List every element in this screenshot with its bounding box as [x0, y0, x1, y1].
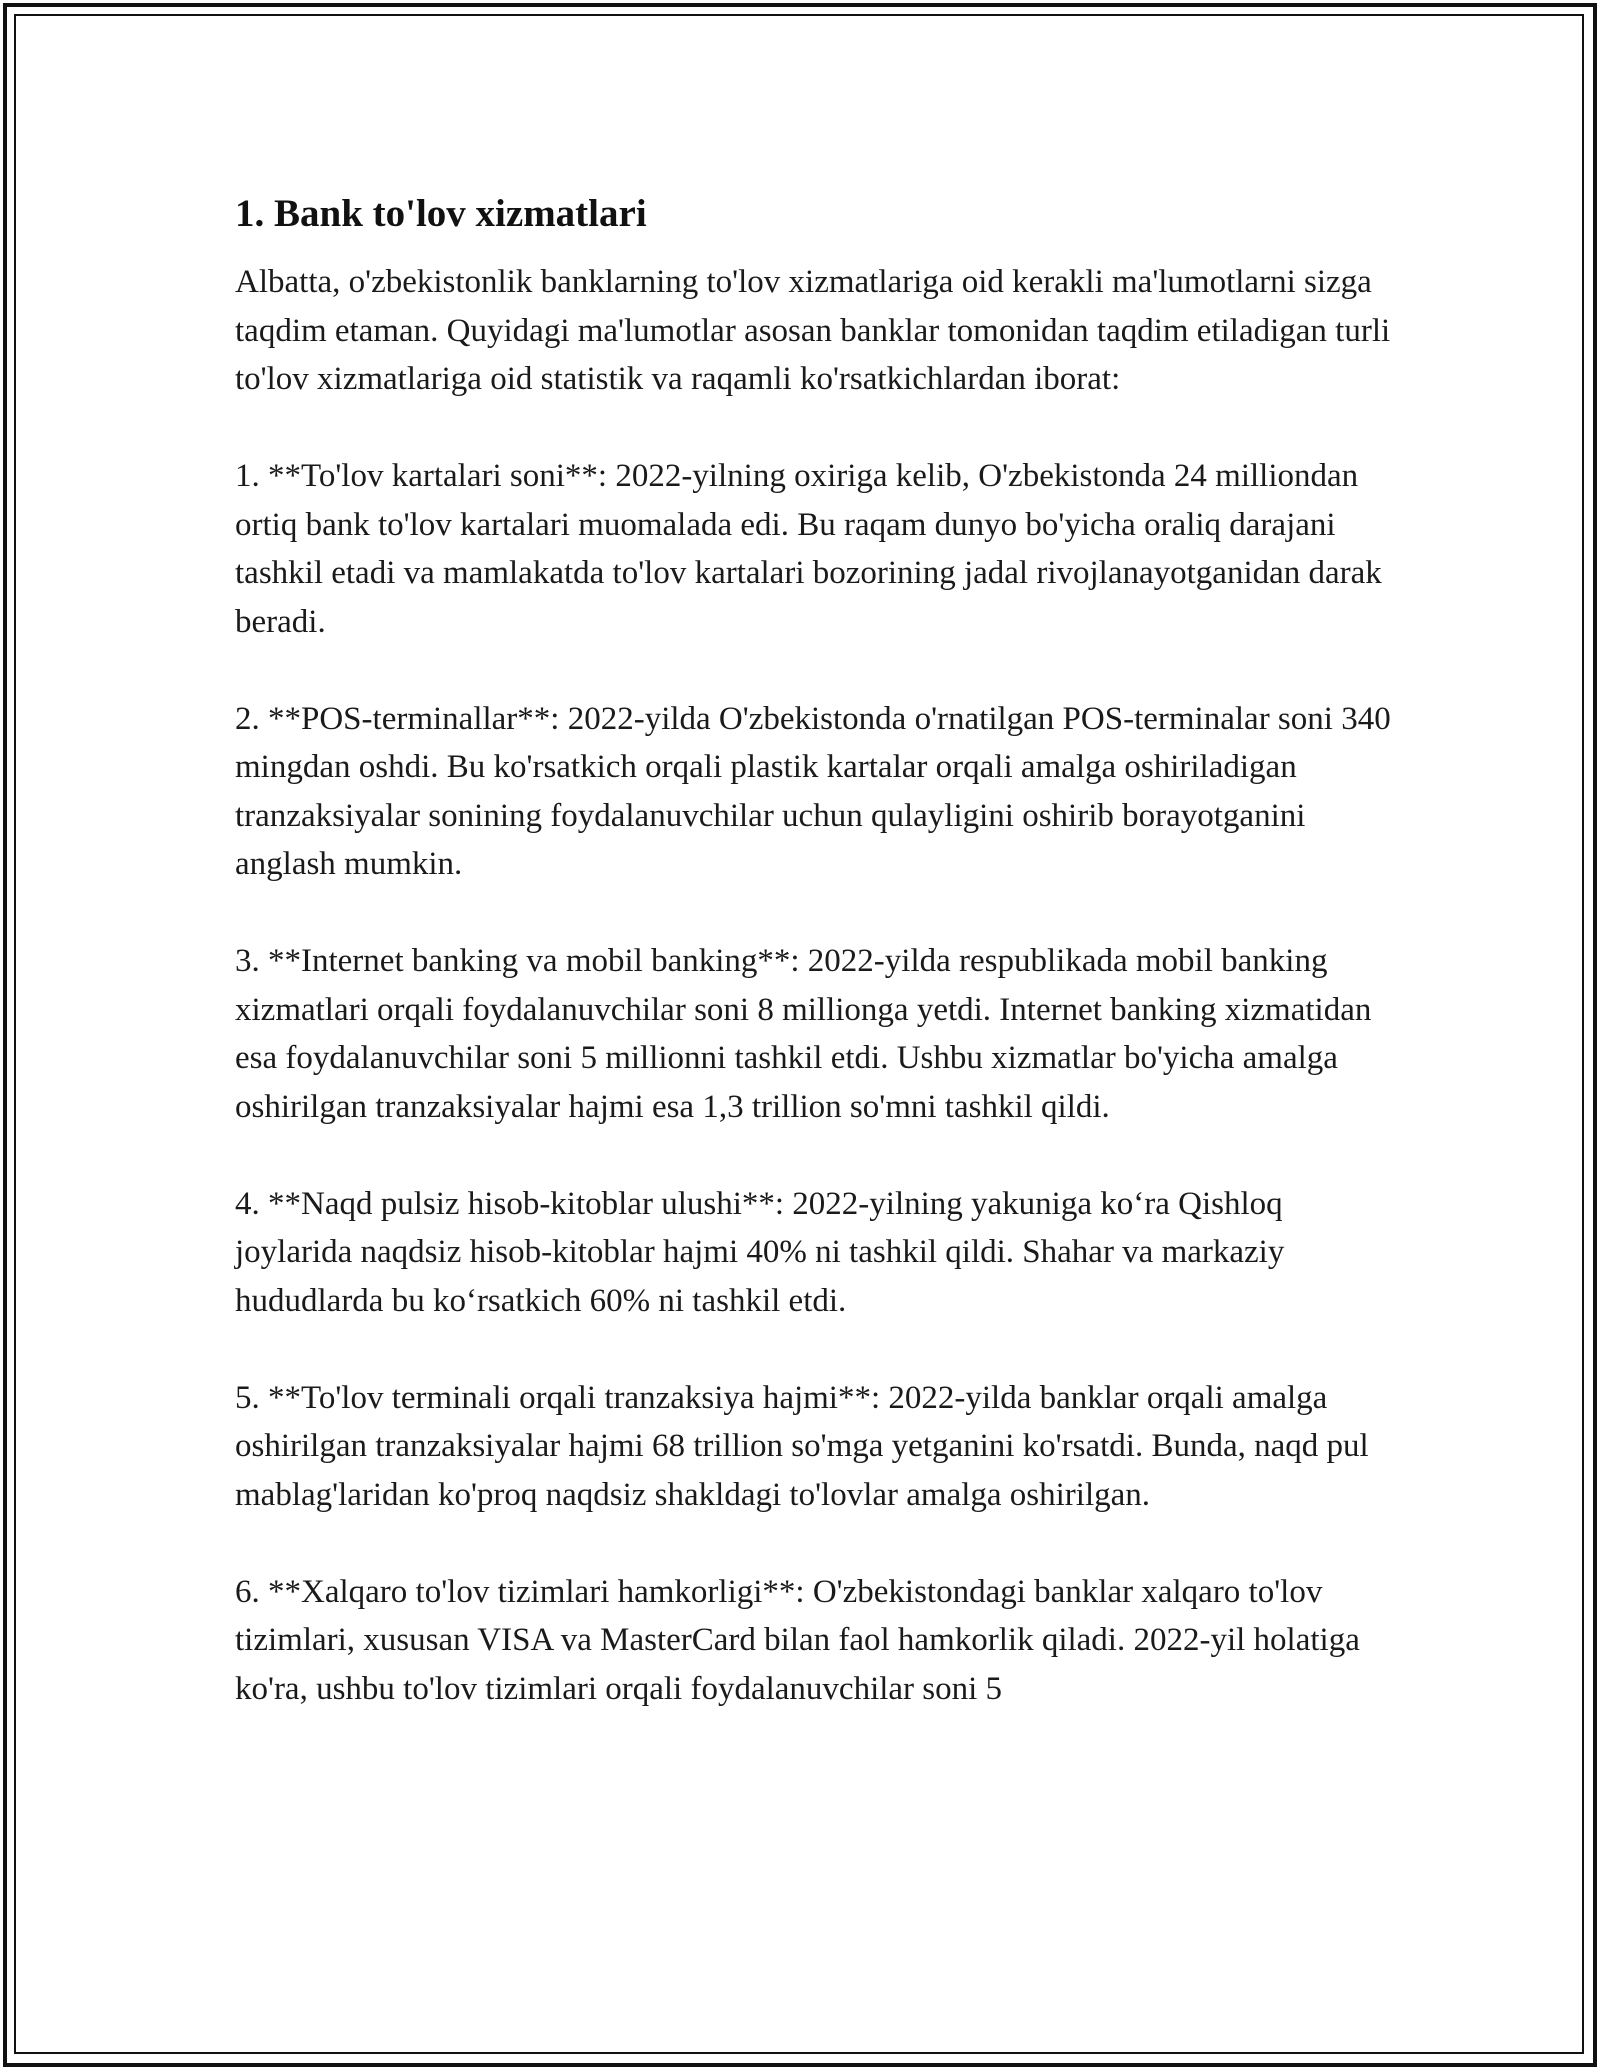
- intro-paragraph: Albatta, o'zbekistonlik banklarning to'lov xizmatlariga oid kerakli ma'lumotlarni sizga taqdim etaman. Quyidagi ma'lumotlar asosan banklar tomonidan taqdim etiladigan turli to'lov xizmatlariga oid statistik va raqamli ko'rsatkichlardan iborat:: [235, 264, 1391, 397]
- document-title: 1. Bank to'lov xizmatlari: [235, 192, 647, 235]
- item-internet-mobile-banking: 3. **Internet banking va mobil banking**: 2022-yilda respublikada mobil banking xizmatlari orqali foydalanuvchilar soni 8 millionga yetdi. Internet banking xizmatidan esa foydalanuvchilar soni 5 millionni tashkil etdi. Ushbu xizmatlar bo'yicha amalga oshirilgan tranzaksiyalar hajmi esa 1,3 trillion so'mni tashkil qildi.: [235, 943, 1372, 1125]
- item-international-payment-systems: 6. **Xalqaro to'lov tizimlari hamkorligi**: O'zbekistondagi banklar xalqaro to'lov tizimlari, xususan VISA va MasterCard bilan faol hamkorlik qiladi. 2022-yil holatiga ko'ra, ushbu to'lov tizimlari orqali foydalanuvchilar soni 5: [235, 1573, 1360, 1707]
- item-payment-cards: 1. **To'lov kartalari soni**: 2022-yilning oxiriga kelib, O'zbekistonda 24 milliondan ortiq bank to'lov kartalari muomalada edi. Bu raqam dunyo bo'yicha oraliq darajani tashkil etadi va mamlakatda to'lov kartalari bozorining jadal rivojlanayotganidan darak beradi.: [235, 458, 1382, 640]
- item-cashless-share: 4. **Naqd pulsiz hisob-kitoblar ulushi**: 2022-yilning yakuniga ko‘ra Qishloq joylarida naqdsiz hisob-kitoblar hajmi 40% ni tashkil qildi. Shahar va markaziy hududlarda bu ko‘rsatkich 60% ni tashkil etdi.: [235, 1185, 1285, 1319]
- document-body: [235, 186, 1395, 1762]
- item-pos-terminals: 2. **POS-terminallar**: 2022-yilda O'zbekistonda o'rnatilgan POS-terminalar soni 340 mingdan oshdi. Bu ko'rsatkich orqali plastik kartalar orqali amalga oshiriladigan tranzaksiyalar sonining foydalanuvchilar uchun qulayligini oshirib borayotganini anglash mumkin.: [235, 700, 1391, 882]
- item-terminal-transaction-volume: 5. **To'lov terminali orqali tranzaksiya hajmi**: 2022-yilda banklar orqali amalga oshirilgan tranzaksiyalar hajmi 68 trillion so'mga yetganini ko'rsatdi. Bunda, naqd pul mablag'laridan ko'proq naqdsiz shakldagi to'lovlar amalga oshirilgan.: [235, 1379, 1369, 1513]
